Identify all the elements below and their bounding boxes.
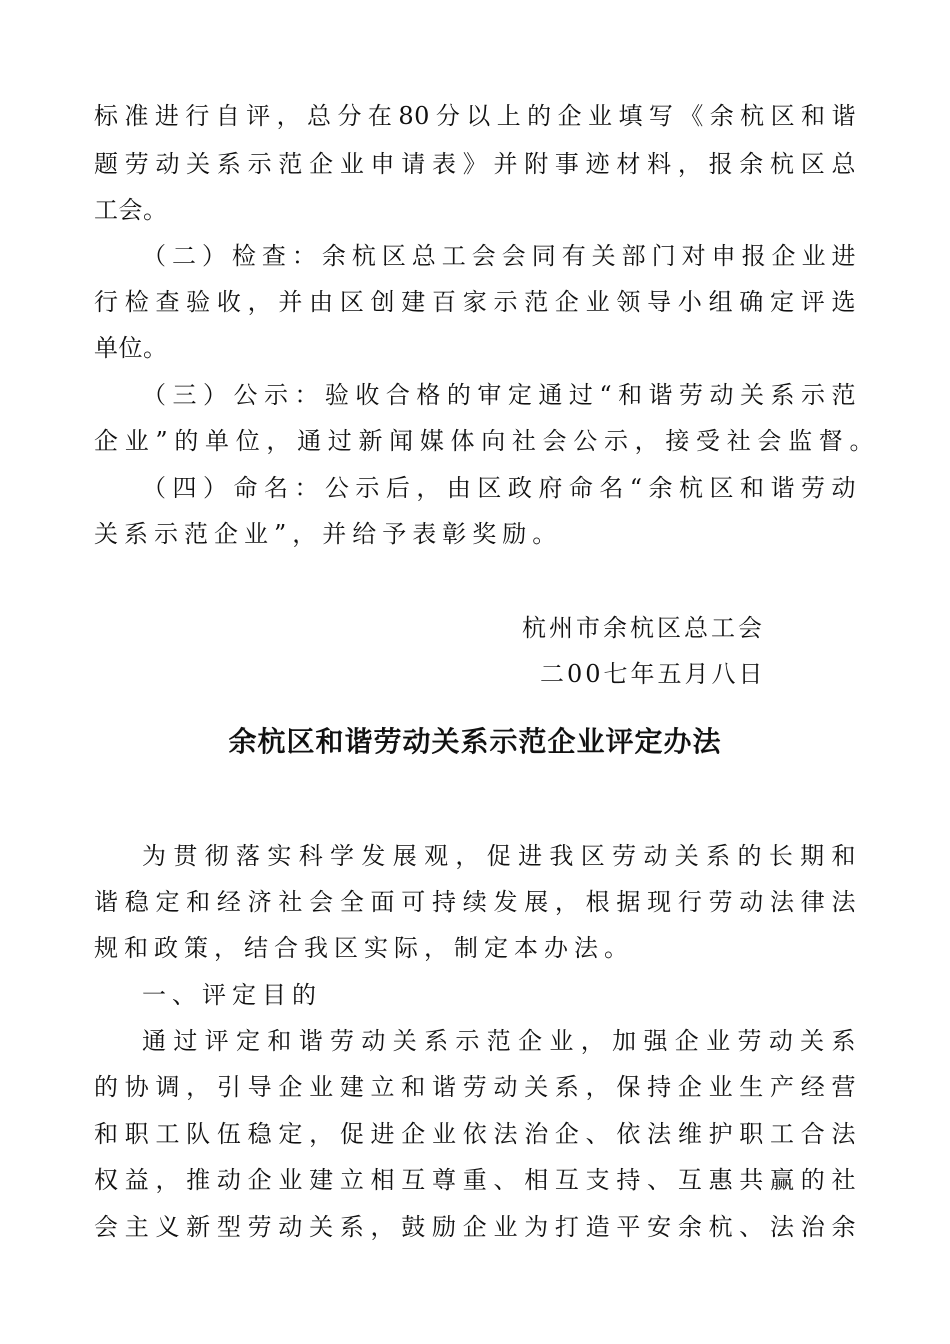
body-line: 会主义新型劳动关系，鼓励企业为打造平安余杭、法治余 [94, 1213, 856, 1241]
body-line: 的协调，引导企业建立和谐劳动关系，保持企业生产经营 [94, 1073, 856, 1101]
section-heading: 一、评定目的 [142, 981, 322, 1009]
notice-line: （四）命名：公示后，由区政府命名“余杭区和谐劳动 [142, 474, 856, 502]
notice-line: 题劳动关系示范企业申请表》并附事迹材料，报余杭区总 [94, 150, 856, 178]
notice-line: （三）公示：验收合格的审定通过“和谐劳动关系示范 [142, 381, 856, 409]
notice-line: （二）检查：余杭区总工会会同有关部门对申报企业进 [142, 242, 856, 270]
notice-line: 单位。 [94, 334, 168, 362]
body-line: 通过评定和谐劳动关系示范企业，加强企业劳动关系 [142, 1027, 856, 1055]
signature-organization: 杭州市余杭区总工会 [522, 614, 765, 642]
body-line: 为贯彻落实科学发展观，促进我区劳动关系的长期和 [142, 842, 856, 870]
notice-line: 关系示范企业”，并给予表彰奖励。 [94, 520, 563, 548]
body-line: 规和政策，结合我区实际，制定本办法。 [94, 934, 634, 962]
notice-line: 工会。 [94, 196, 168, 224]
body-line: 谐稳定和经济社会全面可持续发展，根据现行劳动法律法 [94, 888, 856, 916]
notice-line: 行检查验收，并由区创建百家示范企业领导小组确定评选 [94, 288, 856, 316]
signature-date: 二00七年五月八日 [540, 660, 766, 688]
body-line: 权益，推动企业建立相互尊重、相互支持、互惠共赢的社 [94, 1166, 856, 1194]
notice-line: 企业”的单位，通过新闻媒体向社会公示，接受社会监督。 [94, 427, 874, 455]
document-title: 余杭区和谐劳动关系示范企业评定办法 [228, 725, 722, 758]
body-line: 和职工队伍稳定，促进企业依法治企、依法维护职工合法 [94, 1120, 856, 1148]
notice-line: 标准进行自评，总分在80分以上的企业填写《余杭区和谐 [94, 102, 856, 130]
